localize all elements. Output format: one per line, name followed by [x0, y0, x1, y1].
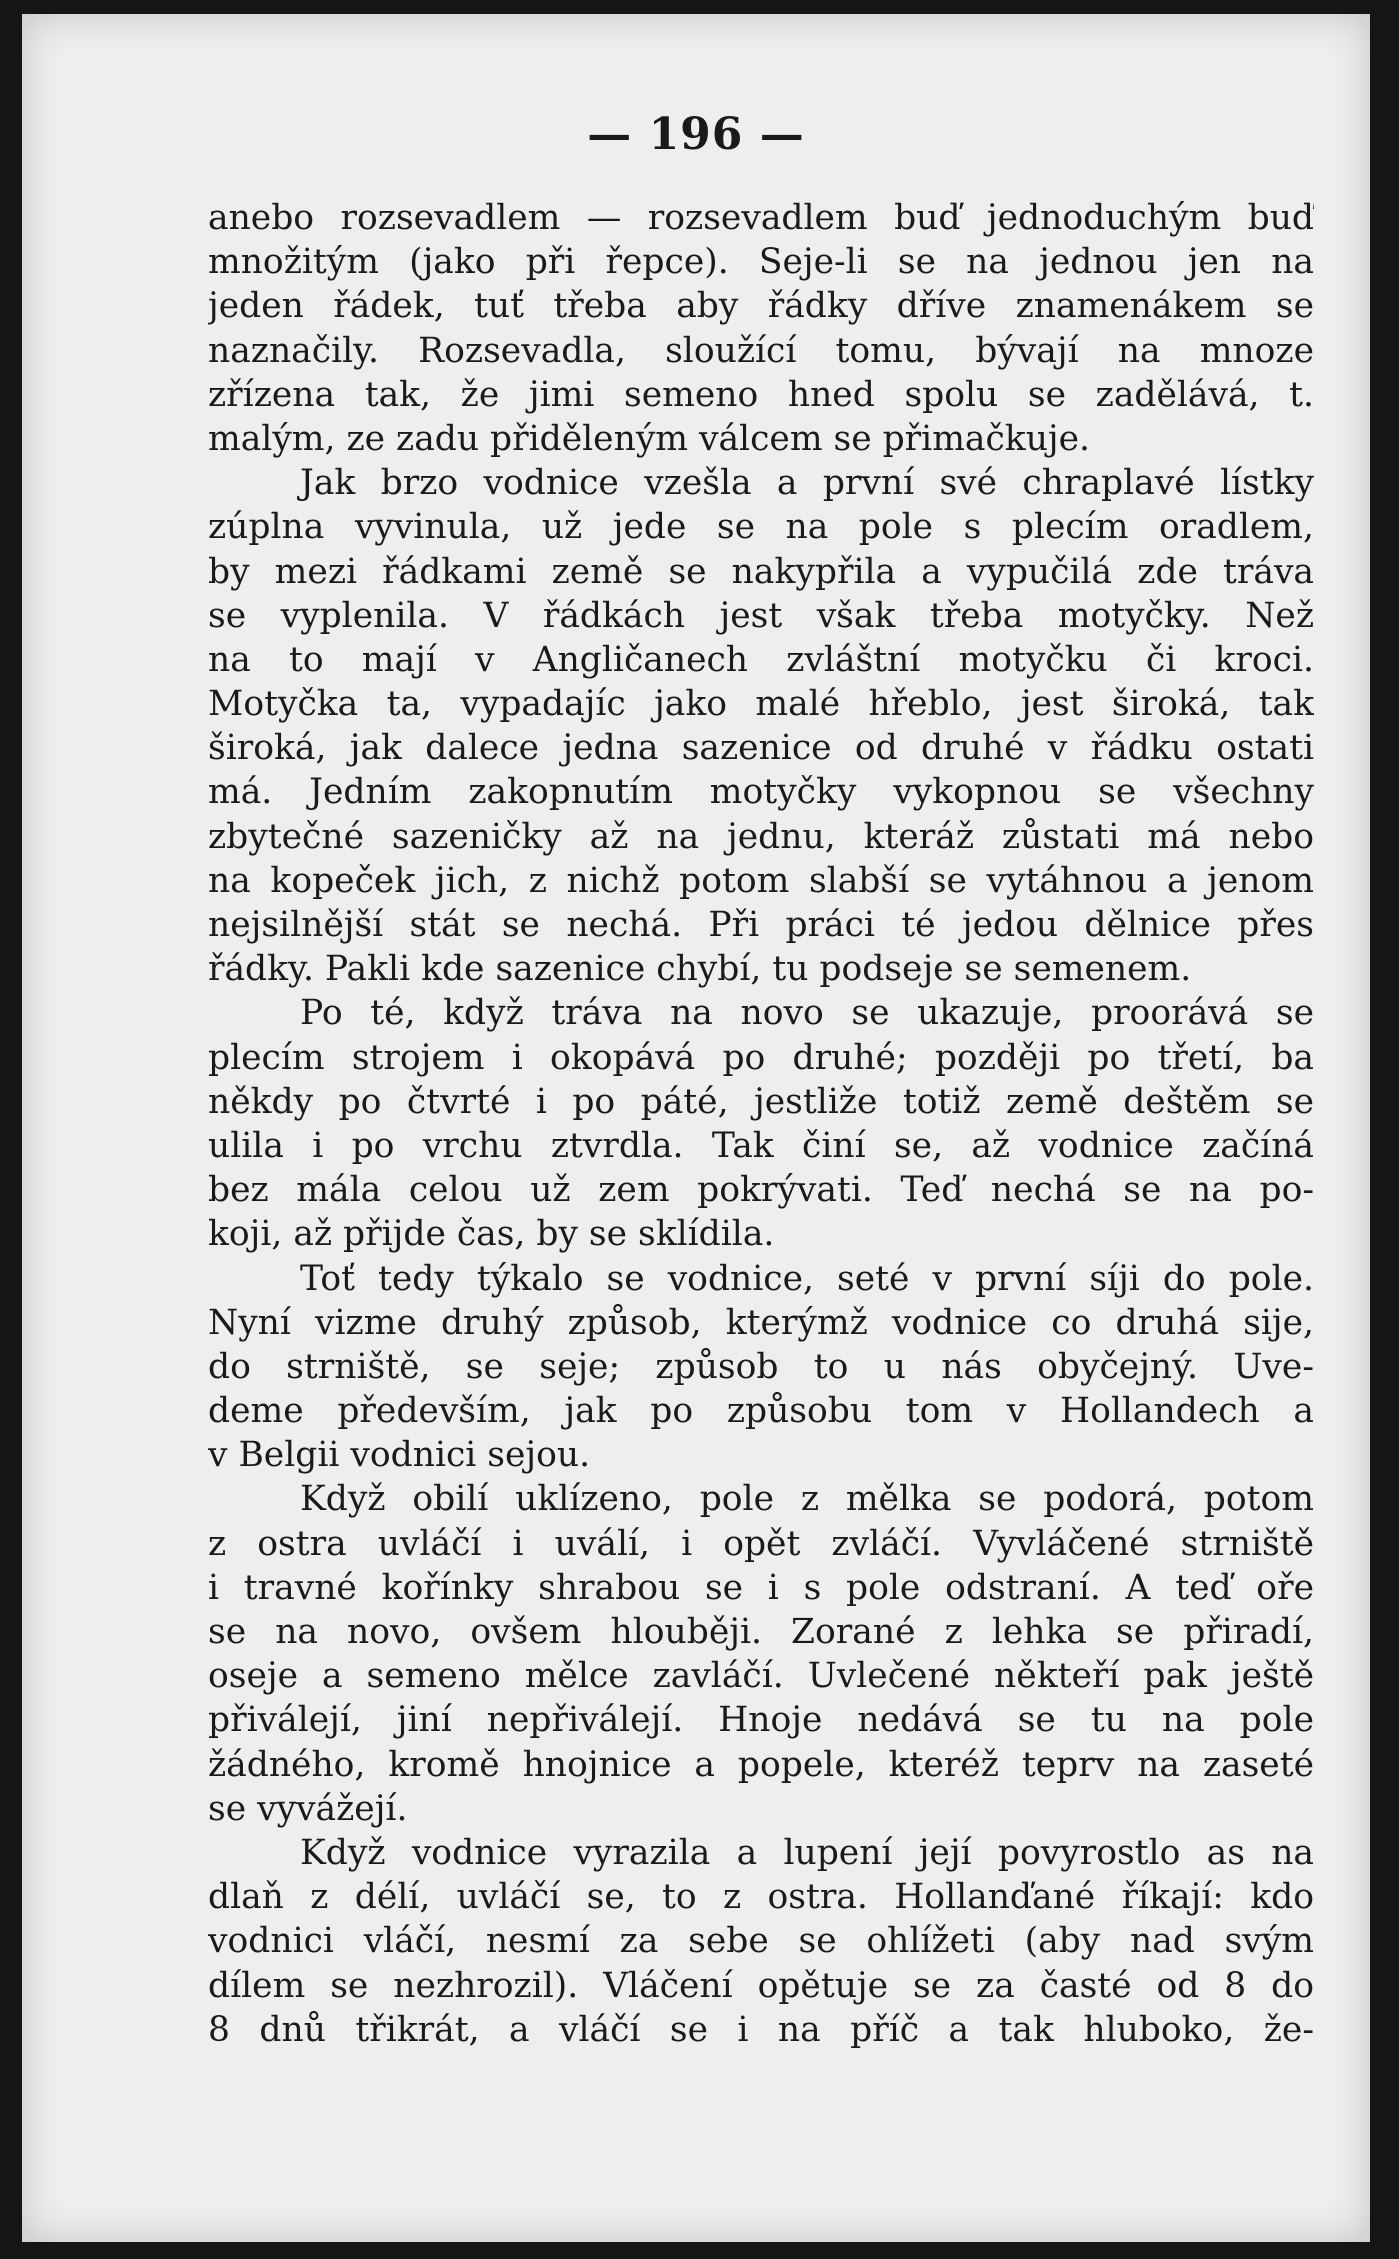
text-line: ulila i po vrchu ztvrdla. Tak činí se, až vodnice začíná	[208, 1125, 1314, 1166]
text-line: i travné kořínky shrabou se i s pole odstraní. A teď oře	[208, 1567, 1314, 1608]
text-line: koji, až přijde čas, by se sklídila.	[208, 1214, 775, 1255]
text-line: přiválejí, jiní nepřiválejí. Hnoje nedává se tu na pole	[208, 1700, 1314, 1741]
text-line: zřízena tak, že jimi semeno hned spolu se zadělává, t.	[208, 374, 1314, 415]
text-line: 8 dnů třikrát, a vláčí se i na příč a tak hluboko, že-	[208, 2009, 1314, 2050]
text-line: se vyplenila. V řádkách jest však třeba motyčky. Než	[208, 595, 1314, 636]
text-line: zúplna vyvinula, už jede se na pole s plecím oradlem,	[208, 507, 1314, 548]
text-line: na to mají v Angličanech zvláštní motyčku či kroci.	[208, 639, 1314, 680]
text-line: deme především, jak po způsobu tom v Hollandech a	[208, 1391, 1314, 1432]
text-line: malým, ze zadu přiděleným válcem se přimačkuje.	[208, 418, 1091, 459]
text-line: plecím strojem i okopává po druhé; později po třetí, ba	[208, 1037, 1314, 1078]
body-text	[208, 196, 1314, 2052]
text-line: Po té, když tráva na novo se ukazuje, proorává se	[300, 993, 1314, 1034]
text-line: se vyvážejí.	[208, 1788, 408, 1829]
text-line: řádky. Pakli kde sazenice chybí, tu podseje se semenem.	[208, 949, 1192, 990]
text-line: Jak brzo vodnice vzešla a první své chraplavé lístky	[300, 463, 1314, 504]
text-line: na kopeček jich, z nichž potom slabší se vytáhnou a jenom	[208, 860, 1314, 901]
text-line: nejsilnější stát se nechá. Při práci té jedou dělnice přes	[208, 905, 1314, 945]
paragraph	[208, 991, 1314, 1256]
book-page	[22, 14, 1370, 2242]
text-line: množitým (jako při řepce). Seje-li se na jednou jen na	[208, 242, 1314, 283]
text-line: z ostra uvláčí i uválí, i opět zvláčí. Vyvláčené strniště	[208, 1523, 1314, 1564]
text-line: žádného, kromě hnojnice a popele, kteréž teprv na zaseté	[208, 1744, 1314, 1785]
paragraph	[208, 1831, 1314, 2052]
text-line: široká, jak dalece jedna sazenice od druhé v řádku ostati	[208, 728, 1314, 769]
text-line: Když vodnice vyrazila a lupení její povyrostlo as na	[300, 1832, 1314, 1873]
text-line: anebo rozsevadlem — rozsevadlem buď jednoduchým buď	[208, 198, 1314, 238]
text-line: oseje a semeno mělce zavláčí. Uvlečené někteří pak ještě	[208, 1656, 1314, 1697]
paragraph	[208, 196, 1314, 461]
text-line: jeden řádek, tuť třeba aby řádky dříve znamenákem se	[208, 286, 1314, 327]
paragraph	[208, 461, 1314, 991]
text-line: bez mála celou už zem pokrývati. Teď nechá se na po-	[208, 1170, 1314, 1211]
text-line: Motyčka ta, vypadajíc jako malé hřeblo, jest široká, tak	[208, 684, 1314, 725]
text-line: zbytečné sazeničky až na jednu, kteráž zůstati má nebo	[208, 816, 1314, 857]
text-line: vodnici vláčí, nesmí za sebe se ohlížeti (aby nad svým	[208, 1921, 1314, 1962]
text-line: Toť tedy týkalo se vodnice, seté v první síji do pole.	[300, 1258, 1314, 1299]
text-line: dlaň z délí, uvláčí se, to z ostra. Hollanďané říkají: kdo	[208, 1877, 1314, 1918]
text-line: Nyní vizme druhý způsob, kterýmž vodnice co druhá sije,	[208, 1302, 1314, 1343]
text-line: by mezi řádkami země se nakypřila a vypučilá zde tráva	[208, 551, 1314, 592]
text-line: naznačily. Rozsevadla, sloužící tomu, bývají na mnoze	[208, 330, 1314, 371]
paragraph	[208, 1257, 1314, 1478]
text-line: má. Jedním zakopnutím motyčky vykopnou se všechny	[208, 772, 1314, 813]
text-line: Když obilí uklízeno, pole z mělka se podorá, potom	[300, 1479, 1314, 1520]
text-line: do strniště, se seje; způsob to u nás obyčejný. Uve-	[208, 1346, 1314, 1387]
text-line: se na novo, ovšem hlouběji. Zorané z lehka se přiradí,	[208, 1612, 1314, 1652]
text-line: někdy po čtvrté i po páté, jestliže totiž země deštěm se	[208, 1081, 1314, 1122]
text-line: v Belgii vodnici sejou.	[208, 1435, 591, 1476]
paragraph	[208, 1477, 1314, 1831]
text-line: dílem se nezhrozil). Vláčení opětuje se za časté od 8 do	[208, 1965, 1314, 2006]
page-number: — 196 —	[587, 109, 805, 160]
